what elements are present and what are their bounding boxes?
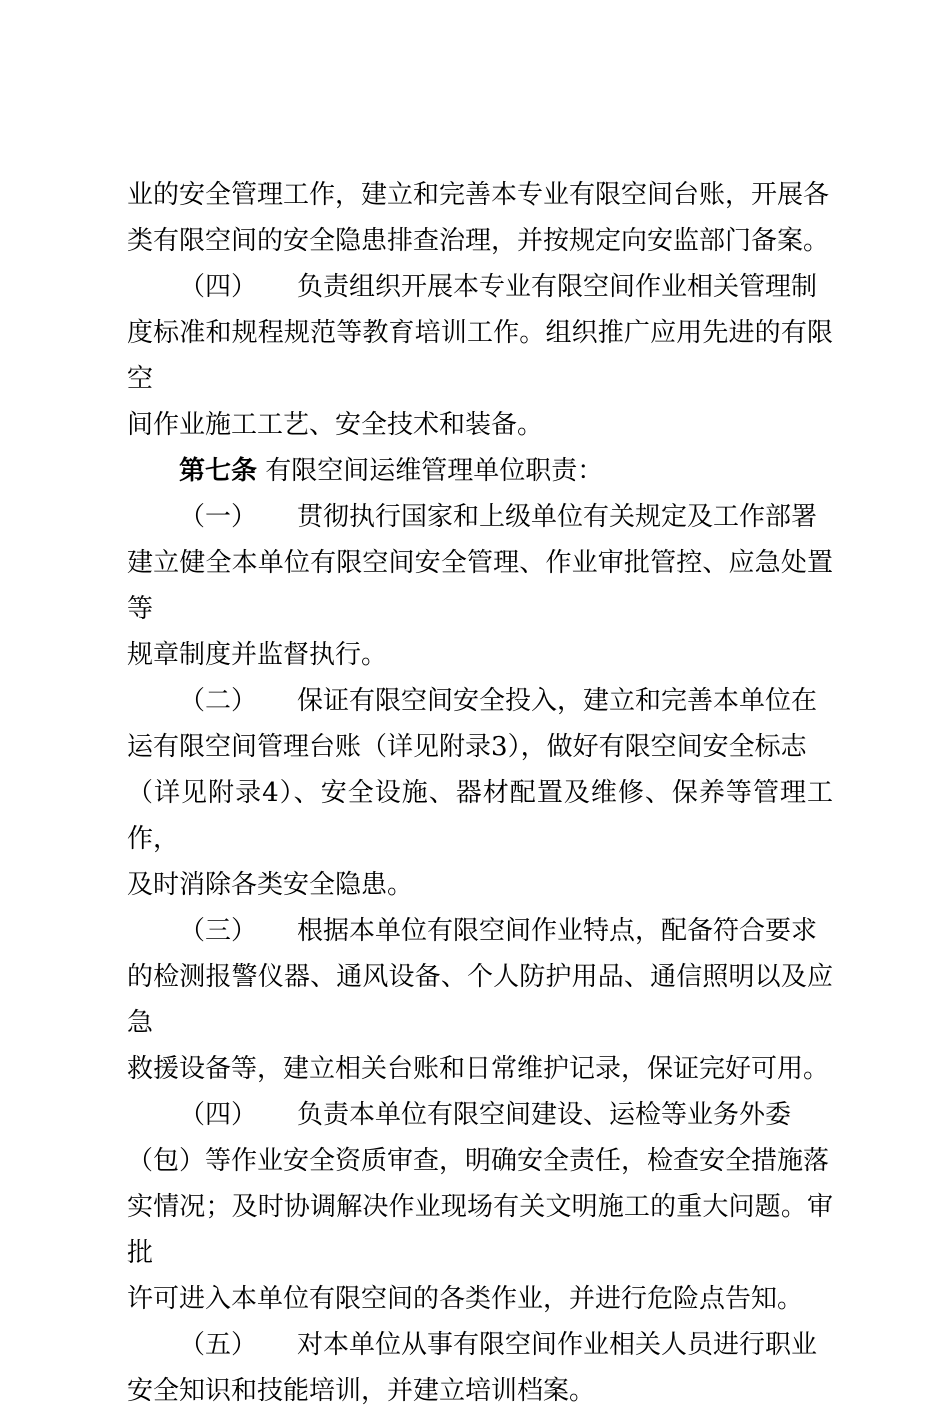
numbered-item-paragraph <box>127 678 833 908</box>
text-line: 有限空间运维管理单位职责： <box>257 456 604 486</box>
item-number: （二） <box>179 686 258 716</box>
text-line: 对本单位从事有限空间作业相关人员进行职业 <box>297 1330 818 1360</box>
text-line: 贯彻执行国家和上级单位有关规定及工作部署 <box>297 502 818 532</box>
text-line: 救援设备等，建立相关台账和日常维护记录，保证完好可用。 <box>127 1054 830 1084</box>
text-line: 负责组织开展本专业有限空间作业相关管理制 <box>297 272 818 302</box>
item-number: （四） <box>179 1100 258 1130</box>
numbered-item-paragraph <box>127 264 833 448</box>
text-line: （详见附录4）、安全设施、器材配置及维修、保养等管理工作， <box>127 778 833 854</box>
text-line: 根据本单位有限空间作业特点，配备符合要求 <box>297 916 818 946</box>
numbered-item-paragraph <box>127 908 833 1092</box>
text-line: 度标准和规程规范等教育培训工作。组织推广应用先进的有限空 <box>127 318 833 394</box>
document-body <box>127 172 833 1414</box>
text-line: 安全知识和技能培训，并建立培训档案。 <box>127 1376 596 1406</box>
item-number: （三） <box>179 916 258 946</box>
numbered-item-paragraph <box>127 1322 833 1414</box>
item-number: （四） <box>179 272 258 302</box>
text-line: 运有限空间管理台账（详见附录3），做好有限空间安全标志 <box>127 732 807 762</box>
article-number: 第七条 <box>179 456 258 486</box>
text-line: 类有限空间的安全隐患排查治理，并按规定向安监部门备案。 <box>127 226 830 256</box>
text-line: 许可进入本单位有限空间的各类作业，并进行危险点告知。 <box>127 1284 804 1314</box>
text-line: 及时消除各类安全隐患。 <box>127 870 414 900</box>
text-line: 间作业施工工艺、安全技术和装备。 <box>127 410 544 440</box>
text-line: 业的安全管理工作，建立和完善本专业有限空间台账，开展各 <box>127 180 830 210</box>
text-line: 保证有限空间安全投入，建立和完善本单位在 <box>297 686 818 716</box>
item-number: （一） <box>179 502 258 532</box>
numbered-item-paragraph <box>127 494 833 678</box>
text-line: 实情况；及时协调解决作业现场有关文明施工的重大问题。审批 <box>127 1192 833 1268</box>
text-line: 负责本单位有限空间建设、运检等业务外委 <box>297 1100 792 1130</box>
continuation-paragraph <box>127 172 833 264</box>
text-line: 的检测报警仪器、通风设备、个人防护用品、通信照明以及应急 <box>127 962 833 1038</box>
text-line: （包）等作业安全资质审查，明确安全责任，检查安全措施落 <box>127 1146 830 1176</box>
numbered-item-paragraph <box>127 1092 833 1322</box>
item-number: （五） <box>179 1330 258 1360</box>
article-heading-paragraph <box>127 448 833 494</box>
text-line: 规章制度并监督执行。 <box>127 640 388 670</box>
text-line: 建立健全本单位有限空间安全管理、作业审批管控、应急处置等 <box>127 548 833 624</box>
